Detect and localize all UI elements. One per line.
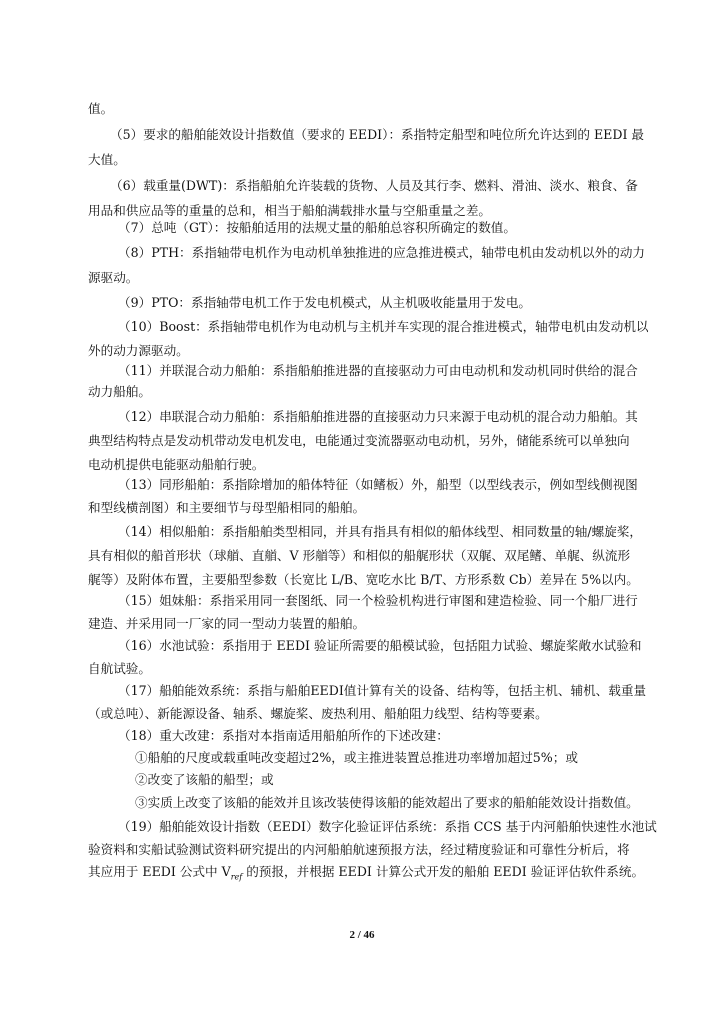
text-line: （16）水池试验：系指用于 EEDI 验证所需要的船模试验，包括阻力试验、螺旋桨敞水试验和 <box>118 638 642 653</box>
text-line: 典型结构特点是发动机带动发电机发电，电能通过变流器驱动电动机，另外，储能系统可以单独向 <box>88 433 630 448</box>
text-line: （9）PTO：系指轴带电机工作于发电机模式，从主机吸收能量用于发电。 <box>118 295 532 310</box>
text-line: （15）姐妹船：系指采用同一套图纸、同一个检验机构进行审图和建造检验、同一个船厂进行 <box>118 593 638 608</box>
text-line: 源驱动。 <box>88 270 139 285</box>
list-item: ①船舶的尺度或载重吨改变超过2%，或主推进装置总推进功率增加超过5%；或 <box>135 750 578 765</box>
text-line: 用品和供应品等的重量的总和，相当于船舶满载排水量与空船重量之差。 <box>88 203 491 218</box>
text-line: （13）同形船舶：系指除增加的船体特征（如鳍板）外，船型（以型线表示，例如型线侧视图 <box>118 477 638 492</box>
text-line <box>88 864 644 886</box>
text-line: 具有相似的船首形状（球艏、直艏、V 形艏等）和相似的船艉形状（双艉、双尾鳍、单艉、纵流形 <box>88 548 631 563</box>
text-line: 外的动力源驱动。 <box>88 343 189 358</box>
text-line: （5）要求的船舶能效设计指数值（要求的 EEDI）：系指特定船型和吨位所允许达到的 EEDI 最 <box>110 127 645 142</box>
text-line: （10）Boost：系指轴带电机作为电动机与主机并车实现的混合推进模式，轴带电机由发动机以 <box>118 319 649 334</box>
page-number: 2 / 46 <box>349 929 375 941</box>
text-line: （或总吨）、新能源设备、轴系、螺旋桨、废热利用、船舶阻力线型、结构等要素。 <box>88 706 548 721</box>
text-line: （19）船舶能效设计指数（EEDI）数字化验证评估系统：系指 CCS 基于内河船舶快速性水池试 <box>118 819 657 834</box>
text-line: 建造、并采用同一厂家的同一型动力装置的船舶。 <box>88 616 366 631</box>
text-line: 电动机提供电能驱动船舶行驶。 <box>88 457 265 472</box>
list-item: ②改变了该船的船型；或 <box>135 772 274 787</box>
vref-subscript: ref <box>230 872 243 882</box>
text-line: （14）相似船舶：系指船舶类型相同，并具有指具有相似的船体线型、相同数量的轴/螺旋桨， <box>118 524 643 539</box>
text-line: （11）并联混合动力船舶：系指船舶推进器的直接驱动力可由电动机和发动机同时供给的混合 <box>118 363 638 378</box>
text-line: 大值。 <box>88 152 126 167</box>
text-line: 艉等）及附体布置，主要船型参数（长宽比 L/B、宽吃水比 B/T、方形系数 Cb）差异在 5%以内。 <box>88 572 639 587</box>
text-segment: 其应用于 EEDI 公式中 V <box>88 864 231 879</box>
text-line: （7）总吨（GT）：按船舶适用的法规丈量的船舶总容积所确定的数值。 <box>118 220 516 235</box>
text-line: 验资料和实船试验测试资料研究提出的内河船舶航速预报方法，经过精度验证和可靠性分析后，将 <box>88 842 630 857</box>
text-line: 自航试验。 <box>88 661 151 676</box>
text-line: （18）重大改建：系指对本指南适用船舶所作的下述改建： <box>118 728 449 743</box>
text-segment: 的预报，并根据 EEDI 计算公式开发的船舶 EEDI 验证评估软件系统。 <box>242 864 645 879</box>
list-item: ③实质上改变了该船的能效并且该改装使得该船的能效超出了要求的船舶能效设计指数值。 <box>135 795 639 810</box>
text-line: （12）串联混合动力船舶：系指船舶推进器的直接驱动力只来源于电动机的混合动力船舶。其 <box>118 409 638 424</box>
text-line: 值。 <box>88 101 114 116</box>
text-line: （8）PTH：系指轴带电机作为电动机单独推进的应急推进模式，轴带电机由发动机以外的动力 <box>118 245 646 260</box>
text-line: （17）船舶能效系统：系指与船舶EEDI值计算有关的设备、结构等，包括主机、辅机、载重量 <box>118 683 647 698</box>
text-line: 动力船舶。 <box>88 384 151 399</box>
text-line: 和型线横剖图）和主要细节与母型船相同的船舶。 <box>88 500 366 515</box>
text-line: （6）载重量(DWT)：系指船舶允许装载的货物、人员及其行李、燃料、滑油、淡水、粮食、备 <box>110 178 638 193</box>
